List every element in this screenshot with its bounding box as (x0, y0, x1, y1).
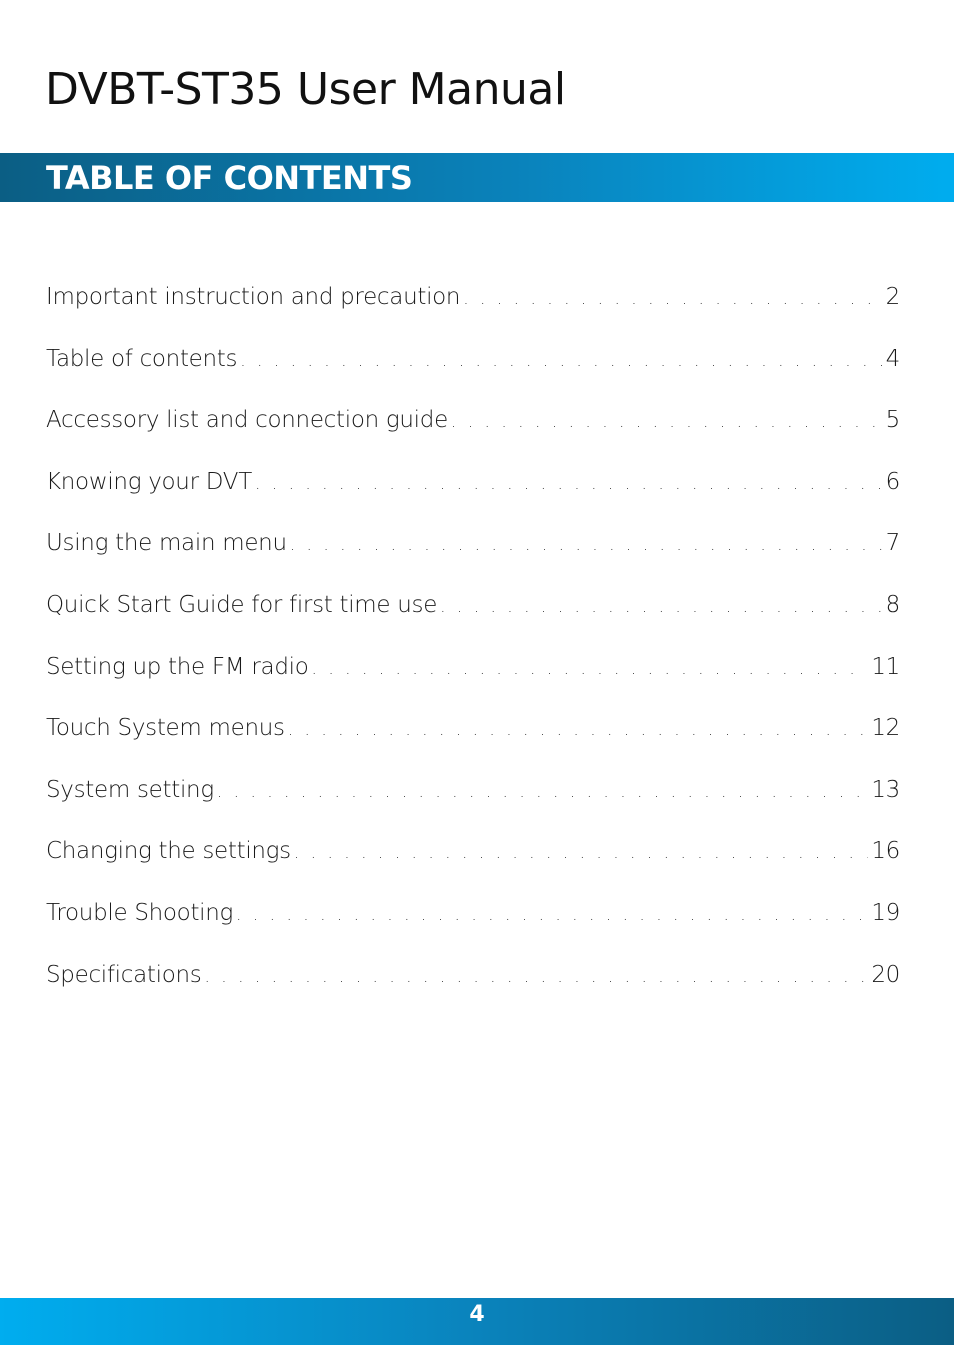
toc-entry-page: 19 (871, 899, 900, 926)
toc-entry[interactable] (46, 469, 900, 531)
toc-entry-page: 11 (871, 653, 900, 680)
toc-entry-label: Setting up the FM radio (46, 653, 309, 680)
toc-dot-leader (451, 412, 883, 432)
toc-entry-page: 16 (871, 838, 900, 865)
toc-entry[interactable] (46, 530, 900, 592)
toc-entry-label: Trouble Shooting (46, 899, 234, 926)
toc-entry[interactable] (46, 838, 900, 900)
toc-entry-label: System setting (46, 776, 214, 803)
page-number: 4 (469, 1302, 485, 1327)
toc-entry[interactable] (46, 962, 900, 1024)
toc-entry-page: 2 (885, 284, 900, 310)
toc-entry-label: Specifications (46, 961, 202, 988)
toc-entry[interactable] (46, 777, 900, 839)
toc-entry[interactable] (46, 284, 900, 346)
toc-entry-page: 6 (885, 468, 900, 495)
toc-dot-leader (240, 351, 882, 371)
table-of-contents (46, 284, 900, 1023)
toc-entry-page: 7 (885, 530, 900, 557)
toc-dot-leader (236, 905, 868, 925)
toc-dot-leader (312, 659, 869, 679)
toc-dot-leader (290, 535, 883, 555)
footer-bar (0, 1298, 954, 1345)
toc-dot-leader (294, 843, 868, 863)
toc-entry-label: Quick Start Guide for first time use (46, 591, 438, 618)
toc-entry[interactable] (46, 346, 900, 408)
toc-dot-leader (255, 474, 883, 494)
toc-entry-page: 20 (871, 961, 900, 988)
section-banner (0, 153, 954, 202)
section-heading: TABLE OF CONTENTS (46, 159, 413, 197)
toc-entry-label: Accessory list and connection guide (46, 407, 448, 434)
toc-dot-leader (204, 967, 868, 987)
toc-entry-label: Changing the settings (46, 838, 291, 865)
toc-entry-page: 12 (871, 715, 900, 742)
toc-entry-label: Table of contents (46, 345, 238, 372)
toc-entry-label: Knowing your DVT (46, 468, 252, 495)
toc-entry[interactable] (46, 407, 900, 469)
document-title: DVBT-ST35 User Manual (45, 64, 566, 115)
toc-dot-leader (463, 289, 882, 309)
toc-entry[interactable] (46, 900, 900, 962)
toc-dot-leader (440, 597, 883, 617)
toc-entry-page: 8 (885, 591, 900, 618)
toc-entry-page: 5 (885, 407, 900, 434)
toc-entry-page: 13 (871, 776, 900, 803)
toc-dot-leader (217, 782, 869, 802)
toc-entry-label: Touch System menus (46, 715, 285, 742)
toc-entry[interactable] (46, 592, 900, 654)
toc-entry-label: Important instruction and precaution (46, 284, 461, 310)
toc-entry[interactable] (46, 654, 900, 716)
toc-entry-label: Using the main menu (46, 530, 287, 557)
toc-entry-page: 4 (885, 345, 900, 372)
toc-entry[interactable] (46, 715, 900, 777)
toc-dot-leader (288, 720, 869, 740)
